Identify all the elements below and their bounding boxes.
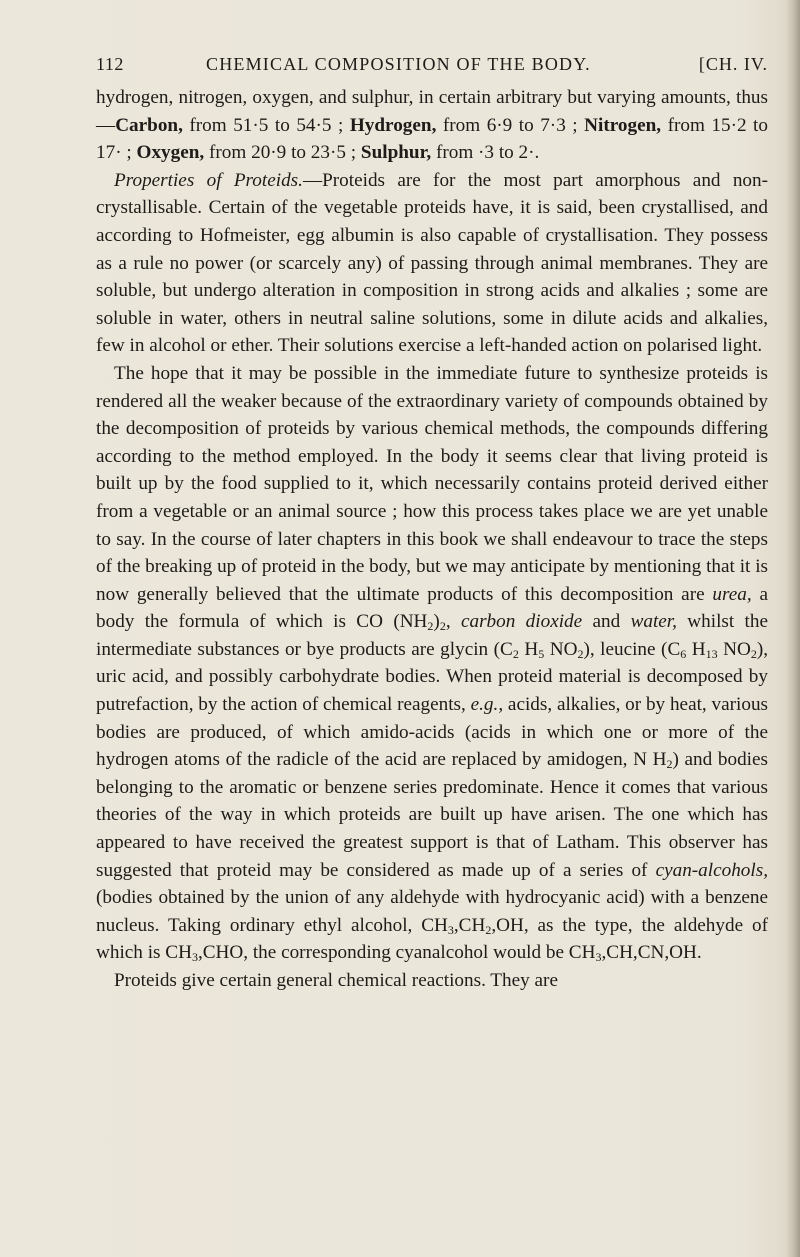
synthesis-paragraph: The hope that it may be possible in the immediate future to synthesize proteids is rendered all the weaker because of the extraordinary variety of compounds obtained by the decomposition of proteids by various chemical methods, the compounds differing according to the method employed. In the body it seems clear that living proteid is built up by the food supplied to it, which necessarily contains proteid derived either from a vegetable or an animal source ; how this process takes place we are yet unable to say. In the course of later chapters in this book we shall endeavour to trace the steps of the breaking up of proteid in the body, but we may anticipate by mentioning that it is now generally believed that the ultimate products of this decomposition are urea, a body the formula of which is CO $(NH_2)_2$, carbon dioxide and water, whilst the intermediate substances or bye products are glycin ($C_2$ $H_5$ $NO_2$), leucine ($C_6$ $H_{13}$ $NO_2$), uric acid, and possibly carbohydrate bodies. When proteid material is decomposed by putrefaction, by the action of chemical reagents, e.g., acids, alkalies, or by heat, various bodies are produced, of which amido-acids (acids in which one or more of the hydrogen atoms of the radicle of the acid are replaced by amidogen, N $H_2$) and bodies belonging to the aromatic or benzene series predominate. Hence it comes that various theories of the way in which proteids are built up have arisen. The one which has appeared to have received the greatest support is that of Latham. This observer has suggested that proteid may be considered as made up of a series of cyan-alcohols, (bodies obtained by the union of any aldehyde with hydrocyanic acid) with a benzene nucleus. Taking ordinary ethyl alcohol, $CH_3,CH_2,OH$, as the type, the aldehyde of which is $CH_3,CHO$, the corresponding cyanalcohol would be $CH_3,CH,CN,OH$. [96,362,769,965]
reactions-paragraph: Proteids give certain general chemical reactions. They are [114,970,558,991]
body-text [96,84,768,995]
page-edge-shadow [786,0,800,1257]
composition-paragraph: hydrogen, nitrogen, oxygen, and sulphur, in certain arbitrary but varying amounts, thus—Carbon, from 51·5 to 54·5 ; Hydrogen, from 6·9 to 7·3 ; Nitrogen, from 15·2 to 17· ; Oxygen, from 20·9 to 23·5 ; Sulphur, from ·3 to 2·. [96,87,768,164]
sulphur-label: Sulphur, [360,142,432,164]
oxygen-label: Oxygen, [136,142,205,164]
chapter-marker: [CH. IV. [698,54,768,74]
carbon-label: Carbon, [115,114,183,136]
properties-paragraph: Properties of Proteids.—Proteids are for the most part amorphous and non-crystallisable. Certain of the vegetable proteids have, it is said, been crystallised, and according to Hofmeister, egg albumin is also capable of crystallisation. They possess as a rule no power (or scarcely any) of passing through animal membranes. They are soluble, but undergo alteration in composition in strong acids and alkalies ; some are soluble in water, others in neutral saline solutions, some in dilute acids and alkalies, few in alcohol or ether. Their solutions exercise a left-handed action on polarised light. [96,169,768,357]
page-number: 112 [96,54,124,74]
running-title: CHEMICAL COMPOSITION OF THE BODY. [206,54,591,74]
properties-heading: Properties of Proteids. [114,169,303,191]
nitrogen-label: Nitrogen, [584,114,662,136]
running-header [96,54,768,78]
hydrogen-label: Hydrogen, [349,114,437,136]
